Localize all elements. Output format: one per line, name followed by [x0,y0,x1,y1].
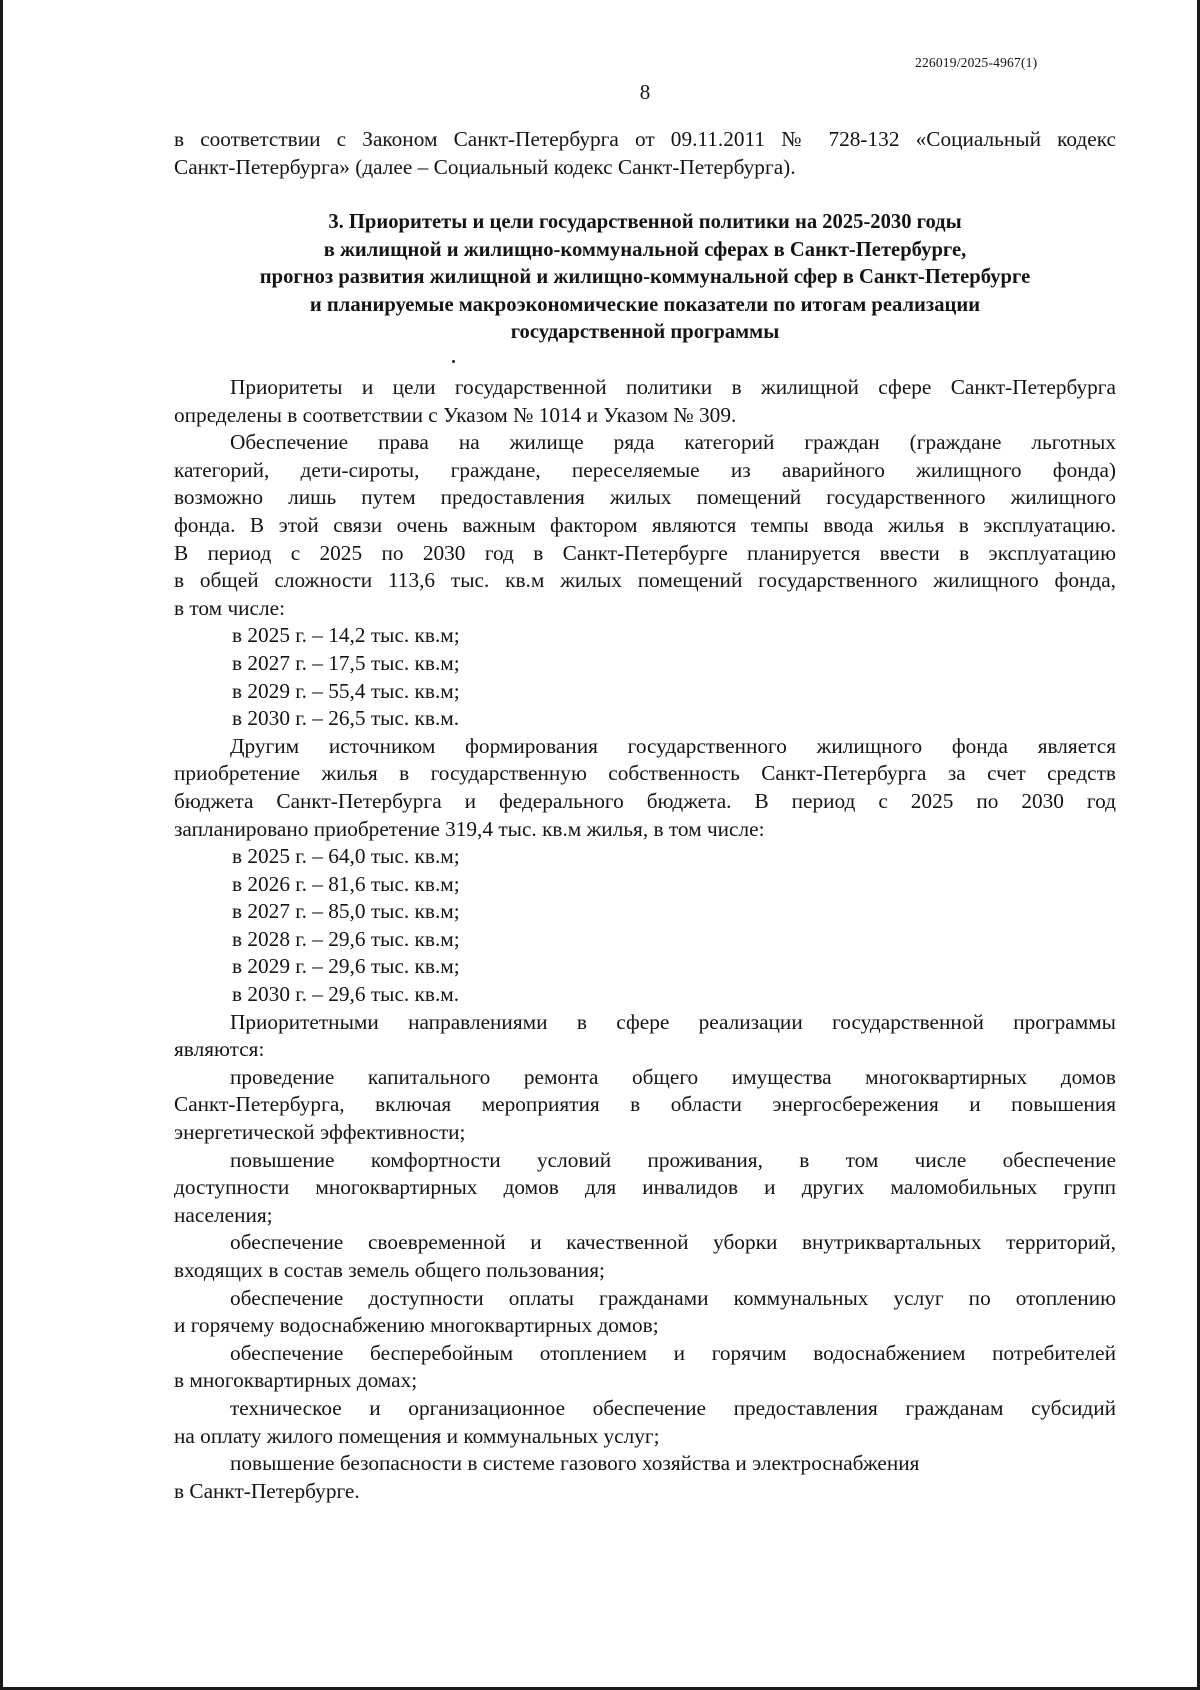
text-line: фонда. В этой связи очень важным фактором являются темпы ввода жилья в эксплуатацию. [174,512,1116,537]
text-line: повышение безопасности в системе газового хозяйства и электроснабжения [230,1451,920,1476]
text-line: в общей сложности 113,6 тыс. кв.м жилых помещений государственного жилищного фонда, [174,568,1116,593]
paragraph-priorities [174,374,1116,429]
list-acquisition-by-year [174,843,1116,1009]
paragraph-comfort [174,1147,1116,1230]
scan-edge-left [0,0,3,1690]
paragraph-gas-safety [174,1450,1116,1505]
text-line: повышение комфортности условий проживания, в том числе обеспечение [230,1147,1116,1172]
text-line: на оплату жилого помещения и коммунальных услуг; [174,1423,660,1448]
text-line: Приоритеты и цели государственной политики в жилищной сфере Санкт-Петербурга [230,375,1116,399]
text-line: являются: [174,1037,265,1062]
text-line: проведение капитального ремонта общего имущества многоквартирных домов [230,1064,1116,1089]
page-number: 8 [639,80,651,104]
list-item: в 2029 г. – 29,6 тыс. кв.м; [232,954,460,979]
list-item: в 2025 г. – 14,2 тыс. кв.м; [232,623,460,648]
text-line: в Санкт-Петербурге. [174,1478,360,1503]
text-line: запланировано приобретение 319,4 тыс. кв.м жилья, в том числе: [174,816,765,841]
text-line: в том числе: [174,595,286,620]
text-line: определены в соответствии с Указом № 1014 и Указом № 309. [174,402,737,427]
section-title-line: и планируемые макроэкономические показатели по итогам реализации [309,293,981,316]
text-line: Приоритетными направлениями в сфере реализации государственной программы [230,1009,1116,1034]
text-line: Санкт-Петербурга, включая мероприятия в области энергосбережения и повышения [174,1092,1116,1117]
list-item: в 2026 г. – 81,6 тыс. кв.м; [232,871,460,896]
section-title-line: государственной программы [510,321,780,344]
paragraph-cleaning [174,1229,1116,1284]
body-text [174,374,1116,1505]
scan-dot-mark [452,360,455,363]
paragraph-capital-repair [174,1064,1116,1147]
list-item: в 2029 г. – 55,4 тыс. кв.м; [232,678,460,703]
section-title-line: прогноз развития жилищной и жилищно-коммунальной сфер в Санкт-Петербурге [259,266,1031,289]
text-line: возможно лишь путем предоставления жилых помещений государственного жилищного [174,485,1116,510]
list-item: в 2030 г. – 29,6 тыс. кв.м. [232,982,460,1007]
paragraph-payment-accessibility [174,1285,1116,1340]
text-line: техническое и организационное обеспечение предоставления гражданам субсидий [230,1395,1116,1420]
section-title-line: в жилищной и жилищно-коммунальной сферах в Санкт-Петербурге, [323,238,967,261]
text-line: и горячему водоснабжению многоквартирных домов; [174,1313,659,1338]
text-line: обеспечение бесперебойным отоплением и горячим водоснабжением потребителей [230,1340,1116,1365]
paragraph-housing-rights [174,429,1116,622]
text-line: в соответствии с Законом Санкт-Петербурга от 09.11.2011 № 728-132 «Социальный кодекс [174,127,1116,151]
paragraph-acquisition [174,733,1116,843]
list-item: в 2027 г. – 17,5 тыс. кв.м; [232,650,460,675]
text-line: Санкт-Петербурга» (далее – Социальный кодекс Санкт-Петербурга). [174,154,796,179]
text-line: доступности многоквартирных домов для инвалидов и других маломобильных групп [174,1175,1116,1200]
paragraph-subsidies [174,1395,1116,1450]
list-item: в 2025 г. – 64,0 тыс. кв.м; [232,844,460,869]
paragraph-heating-supply [174,1340,1116,1395]
document-registration-number: 226019/2025-4967(1) [915,55,1038,70]
text-line: категорий, дети-сироты, граждане, переселяемые из аварийного жилищного фонда) [174,457,1116,482]
paragraph-priority-directions [174,1009,1116,1064]
text-line: населения; [174,1202,273,1227]
text-line: обеспечение доступности оплаты гражданами коммунальных услуг по отоплению [230,1285,1116,1310]
section-title-line: 3. Приоритеты и цели государственной политики на 2025-2030 годы [328,211,962,233]
section-title [174,209,1116,347]
list-item: в 2028 г. – 29,6 тыс. кв.м; [232,926,460,951]
text-line: В период с 2025 по 2030 год в Санкт-Петербурге планируется ввести в эксплуатацию [174,540,1116,565]
text-line: в многоквартирных домах; [174,1368,418,1393]
text-line: входящих в состав земель общего пользования; [174,1258,605,1282]
list-commissioning-by-year [174,622,1116,732]
list-item: в 2027 г. – 85,0 тыс. кв.м; [232,899,460,924]
text-line: Обеспечение права на жилище ряда категорий граждан (граждане льготных [230,430,1116,455]
text-line: Другим источником формирования государственного жилищного фонда является [230,733,1116,758]
text-line: обеспечение своевременной и качественной уборки внутриквартальных территорий, [230,1230,1116,1255]
list-item: в 2030 г. – 26,5 тыс. кв.м. [232,706,460,731]
text-line: энергетической эффективности; [174,1120,466,1145]
text-line: приобретение жилья в государственную собственность Санкт-Петербурга за счет средств [174,761,1116,786]
intro-paragraph [174,126,1116,181]
text-line: бюджета Санкт-Петербурга и федерального бюджета. В период с 2025 по 2030 год [174,788,1116,813]
